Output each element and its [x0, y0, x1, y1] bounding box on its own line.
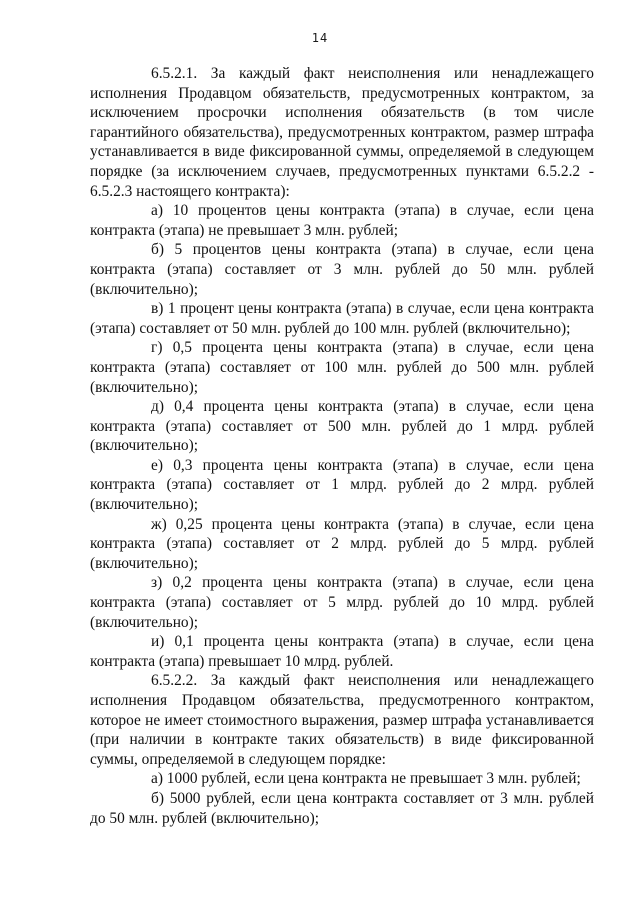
- clause-6-5-2-2: 6.5.2.2. За каждый факт неисполнения или ненадлежащего исполнения Продавцом обязательства, предусмотренного контрактом, которое не имеет стоимостного выражения, размер штрафа устанавливается (при наличии в контракте таких обязательств) в виде фиксированной суммы, определяемой в следующем порядке:: [90, 672, 594, 768]
- list-item-zh: ж) 0,25 процента цены контракта (этапа) в случае, если цена контракта (этапа) составляет от 2 млрд. рублей до 5 млрд. рублей (включительно);: [90, 515, 594, 572]
- document-body: [90, 64, 594, 828]
- list-item-z: з) 0,2 процента цены контракта (этапа) в случае, если цена контракта (этапа) составляет от 5 млрд. рублей до 10 млрд. рублей (включительно);: [90, 574, 594, 631]
- page-number: 14: [311, 31, 329, 45]
- list-item-b: б) 5 процентов цены контракта (этапа) в случае, если цена контракта (этапа) составляет от 3 млн. рублей до 50 млн. рублей (включительно);: [90, 241, 594, 298]
- list-item-v: в) 1 процент цены контракта (этапа) в случае, если цена контракта (этапа) составляет от 50 млн. рублей до 100 млн. рублей (включительно);: [90, 300, 594, 337]
- list-item-d: д) 0,4 процента цены контракта (этапа) в случае, если цена контракта (этапа) составляет от 500 млн. рублей до 1 млрд. рублей (включительно);: [90, 398, 594, 455]
- clause-6-5-2-1: 6.5.2.1. За каждый факт неисполнения или ненадлежащего исполнения Продавцом обязательств, предусмотренных контрактом, за исключением просрочки исполнения обязательств (в том числе гарантийного обязательства), предусмотренных контрактом, размер штрафа устанавливается в виде фиксированной суммы, определяемой в следующем порядке (за исключением случаев, предусмотренных пунктами 6.5.2.2 - 6.5.2.3 настоящего контракта):: [90, 65, 594, 200]
- list-item-b-2: б) 5000 рублей, если цена контракта составляет от 3 млн. рублей до 50 млн. рублей (включительно);: [90, 789, 594, 827]
- list-item-i: и) 0,1 процента цены контракта (этапа) в случае, если цена контракта (этапа) превышает 10 млрд. рублей.: [90, 633, 594, 670]
- list-item-a-2: а) 1000 рублей, если цена контракта не превышает 3 млн. рублей;: [151, 770, 581, 788]
- list-item-a: а) 10 процентов цены контракта (этапа) в случае, если цена контракта (этапа) не превышает 3 млн. рублей;: [90, 202, 594, 239]
- list-item-e: е) 0,3 процента цены контракта (этапа) в случае, если цена контракта (этапа) составляет от 1 млрд. рублей до 2 млрд. рублей (включительно);: [90, 456, 594, 514]
- list-item-g: г) 0,5 процента цены контракта (этапа) в случае, если цена контракта (этапа) составляет от 100 млн. рублей до 500 млн. рублей (включительно);: [90, 339, 594, 396]
